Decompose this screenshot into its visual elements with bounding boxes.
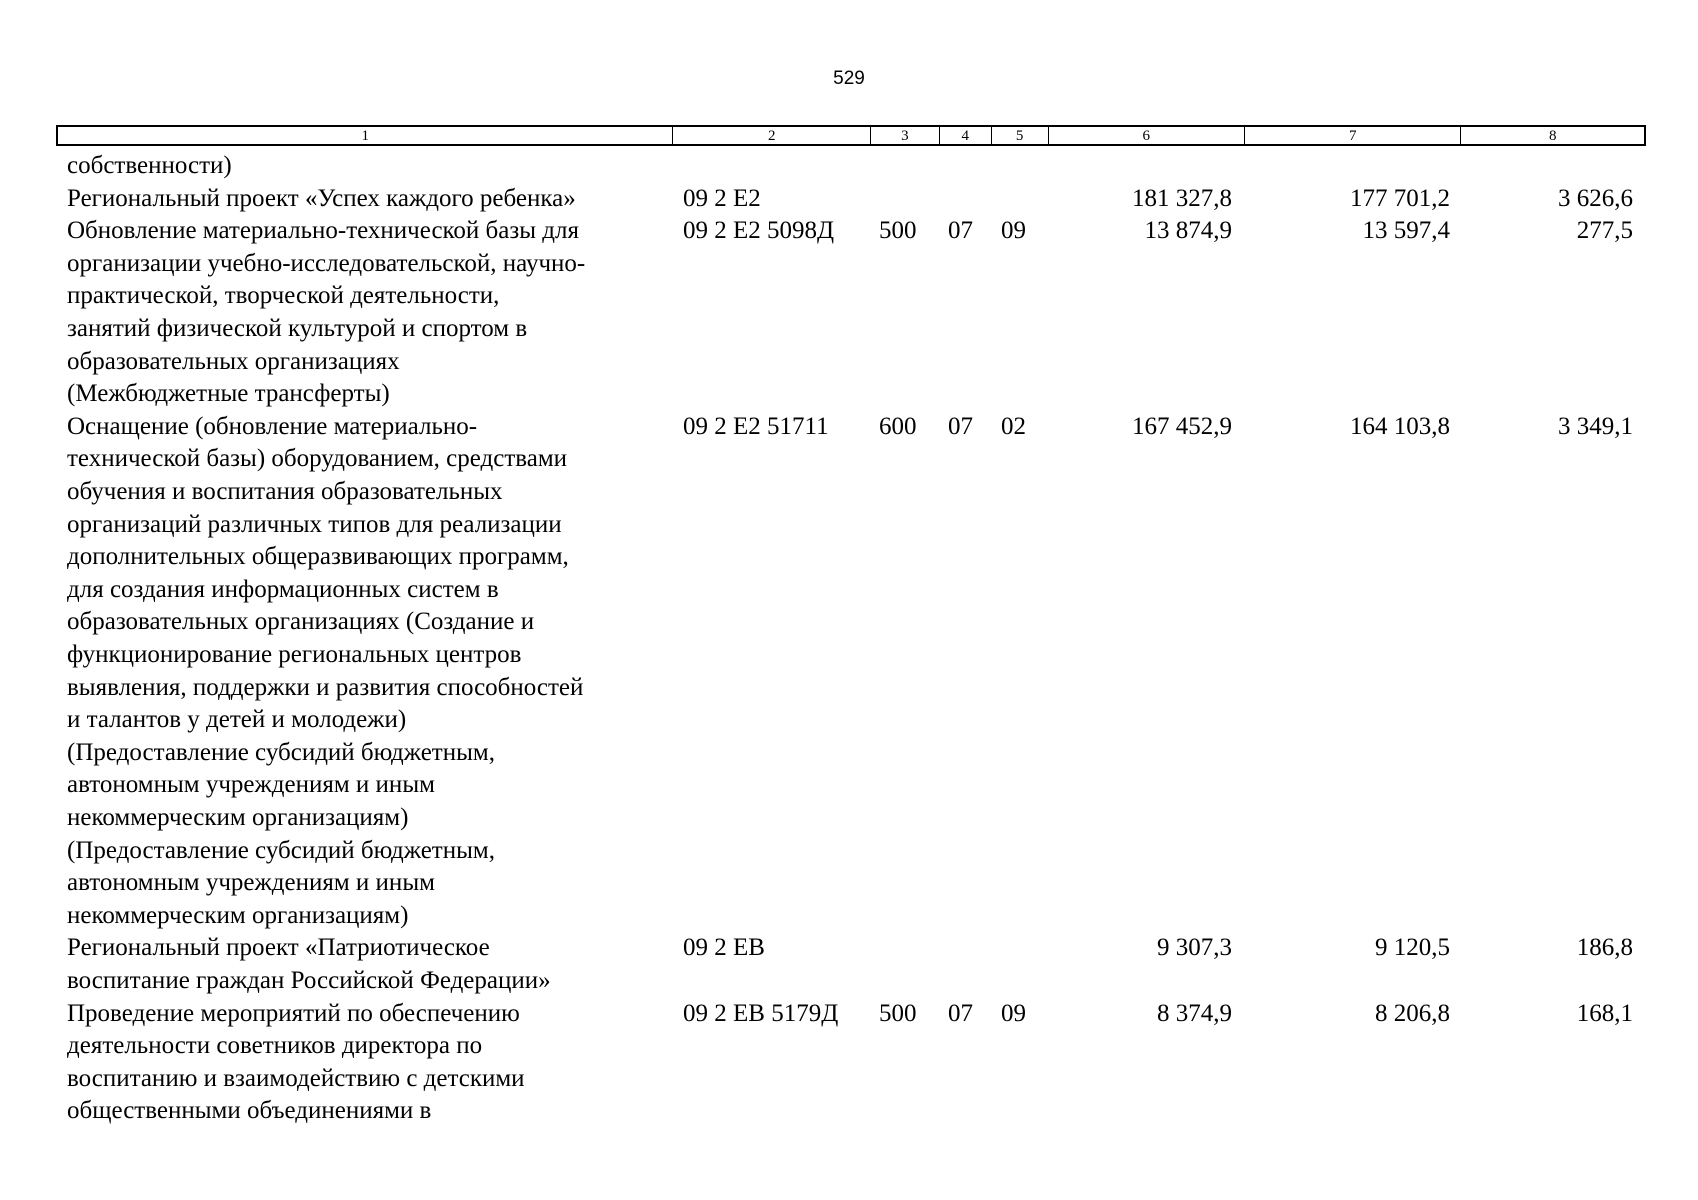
- row-description: [67, 150, 667, 183]
- row-description: [67, 998, 667, 1128]
- amount-col-6: 9 307,3: [1157, 934, 1232, 962]
- target-code: 09 2 E2: [683, 184, 761, 212]
- table-body: [0, 150, 1698, 1128]
- table-row: [0, 183, 1698, 216]
- description-line: некоммерческим организациям): [67, 803, 409, 831]
- description-line: общественными объединениями в: [67, 1097, 432, 1125]
- table-row: [0, 932, 1698, 997]
- expense-type: 600: [879, 412, 917, 440]
- section-code: 07: [948, 217, 973, 245]
- table-row: [0, 411, 1698, 933]
- target-code: 09 2 EВ: [683, 934, 765, 962]
- amount-col-7: 8 206,8: [1375, 999, 1450, 1027]
- header-col-6: 6: [1049, 127, 1246, 144]
- amount-col-7: 177 701,2: [1350, 184, 1450, 212]
- amount-col-7: 13 597,4: [1362, 217, 1450, 245]
- row-description: [67, 183, 667, 216]
- amount-col-8: 3 349,1: [1558, 412, 1633, 440]
- description-line: воспитание граждан Российской Федерации»: [67, 966, 551, 994]
- table-header: [56, 125, 1646, 146]
- expense-type: 500: [879, 999, 917, 1027]
- description-line: (Межбюджетные трансферты): [67, 380, 390, 408]
- header-col-3: 3: [871, 127, 940, 144]
- table-row: [0, 998, 1698, 1128]
- row-description: [67, 411, 667, 933]
- description-line: практической, творческой деятельности,: [67, 282, 500, 310]
- amount-col-8: 277,5: [1576, 217, 1633, 245]
- description-line: обучения и воспитания образовательных: [67, 477, 503, 505]
- description-line: собственности): [67, 152, 232, 179]
- description-line: дополнительных общеразвивающих программ,: [67, 543, 569, 571]
- description-line: технической базы) оборудованием, средствами: [67, 445, 568, 473]
- description-line: организации учебно-исследовательской, научно-: [67, 249, 586, 277]
- target-code: 09 2 EВ 5179Д: [683, 999, 839, 1027]
- description-line: функционирование региональных центров: [67, 640, 522, 668]
- description-line: Проведение мероприятий по обеспечению: [67, 999, 520, 1027]
- header-col-8: 8: [1548, 128, 1557, 144]
- target-code: 09 2 E2 5098Д: [683, 217, 835, 245]
- expense-type: 500: [879, 217, 917, 245]
- amount-col-7: 9 120,5: [1375, 934, 1450, 962]
- description-line: для создания информационных систем в: [67, 575, 499, 603]
- description-line: организаций различных типов для реализации: [67, 510, 562, 538]
- subsection-code: 09: [1001, 217, 1026, 245]
- header-col-1: 1: [58, 127, 673, 144]
- target-code: 09 2 E2 51711: [683, 412, 829, 440]
- description-line: воспитанию и взаимодействию с детскими: [67, 1064, 525, 1092]
- description-line: выявления, поддержки и развития способностей: [67, 673, 584, 701]
- header-col-4: 4: [940, 127, 992, 144]
- amount-col-8: 168,1: [1576, 999, 1633, 1027]
- description-line: Региональный проект «Успех каждого ребенка»: [67, 184, 576, 212]
- header-col-2: 2: [673, 127, 871, 144]
- description-line: (Предоставление субсидий бюджетным,: [67, 738, 495, 766]
- description-line: занятий физической культурой и спортом в: [67, 314, 528, 342]
- page-number: 529: [833, 68, 865, 89]
- description-line: некоммерческим организациям): [67, 901, 409, 929]
- amount-col-6: 181 327,8: [1132, 184, 1232, 212]
- section-code: 07: [948, 999, 973, 1027]
- header-col-7: 7: [1245, 127, 1461, 144]
- table-row: [0, 150, 1698, 183]
- amount-col-7: 164 103,8: [1350, 412, 1450, 440]
- row-description: [67, 932, 667, 997]
- description-line: автономным учреждениям и иным: [67, 771, 435, 799]
- amount-col-8: 186,8: [1576, 934, 1633, 962]
- description-line: образовательных организациях: [67, 347, 400, 375]
- amount-col-6: 167 452,9: [1132, 412, 1232, 440]
- description-line: деятельности советников директора по: [67, 1032, 483, 1060]
- amount-col-8: 3 626,6: [1558, 184, 1633, 212]
- subsection-code: 09: [1001, 999, 1026, 1027]
- description-line: Региональный проект «Патриотическое: [67, 934, 490, 962]
- description-line: Обновление материально-технической базы для: [67, 217, 579, 245]
- amount-col-6: 8 374,9: [1157, 999, 1232, 1027]
- row-description: [67, 215, 667, 411]
- description-line: (Предоставление субсидий бюджетным,: [67, 836, 495, 864]
- table-row: [0, 215, 1698, 411]
- section-code: 07: [948, 412, 973, 440]
- description-line: и талантов у детей и молодежи): [67, 706, 407, 734]
- description-line: Оснащение (обновление материально-: [67, 412, 478, 440]
- subsection-code: 02: [1001, 412, 1026, 440]
- header-col-5: 5: [992, 127, 1049, 144]
- description-line: автономным учреждениям и иным: [67, 869, 435, 897]
- amount-col-6: 13 874,9: [1144, 217, 1232, 245]
- description-line: образовательных организациях (Создание и: [67, 608, 535, 636]
